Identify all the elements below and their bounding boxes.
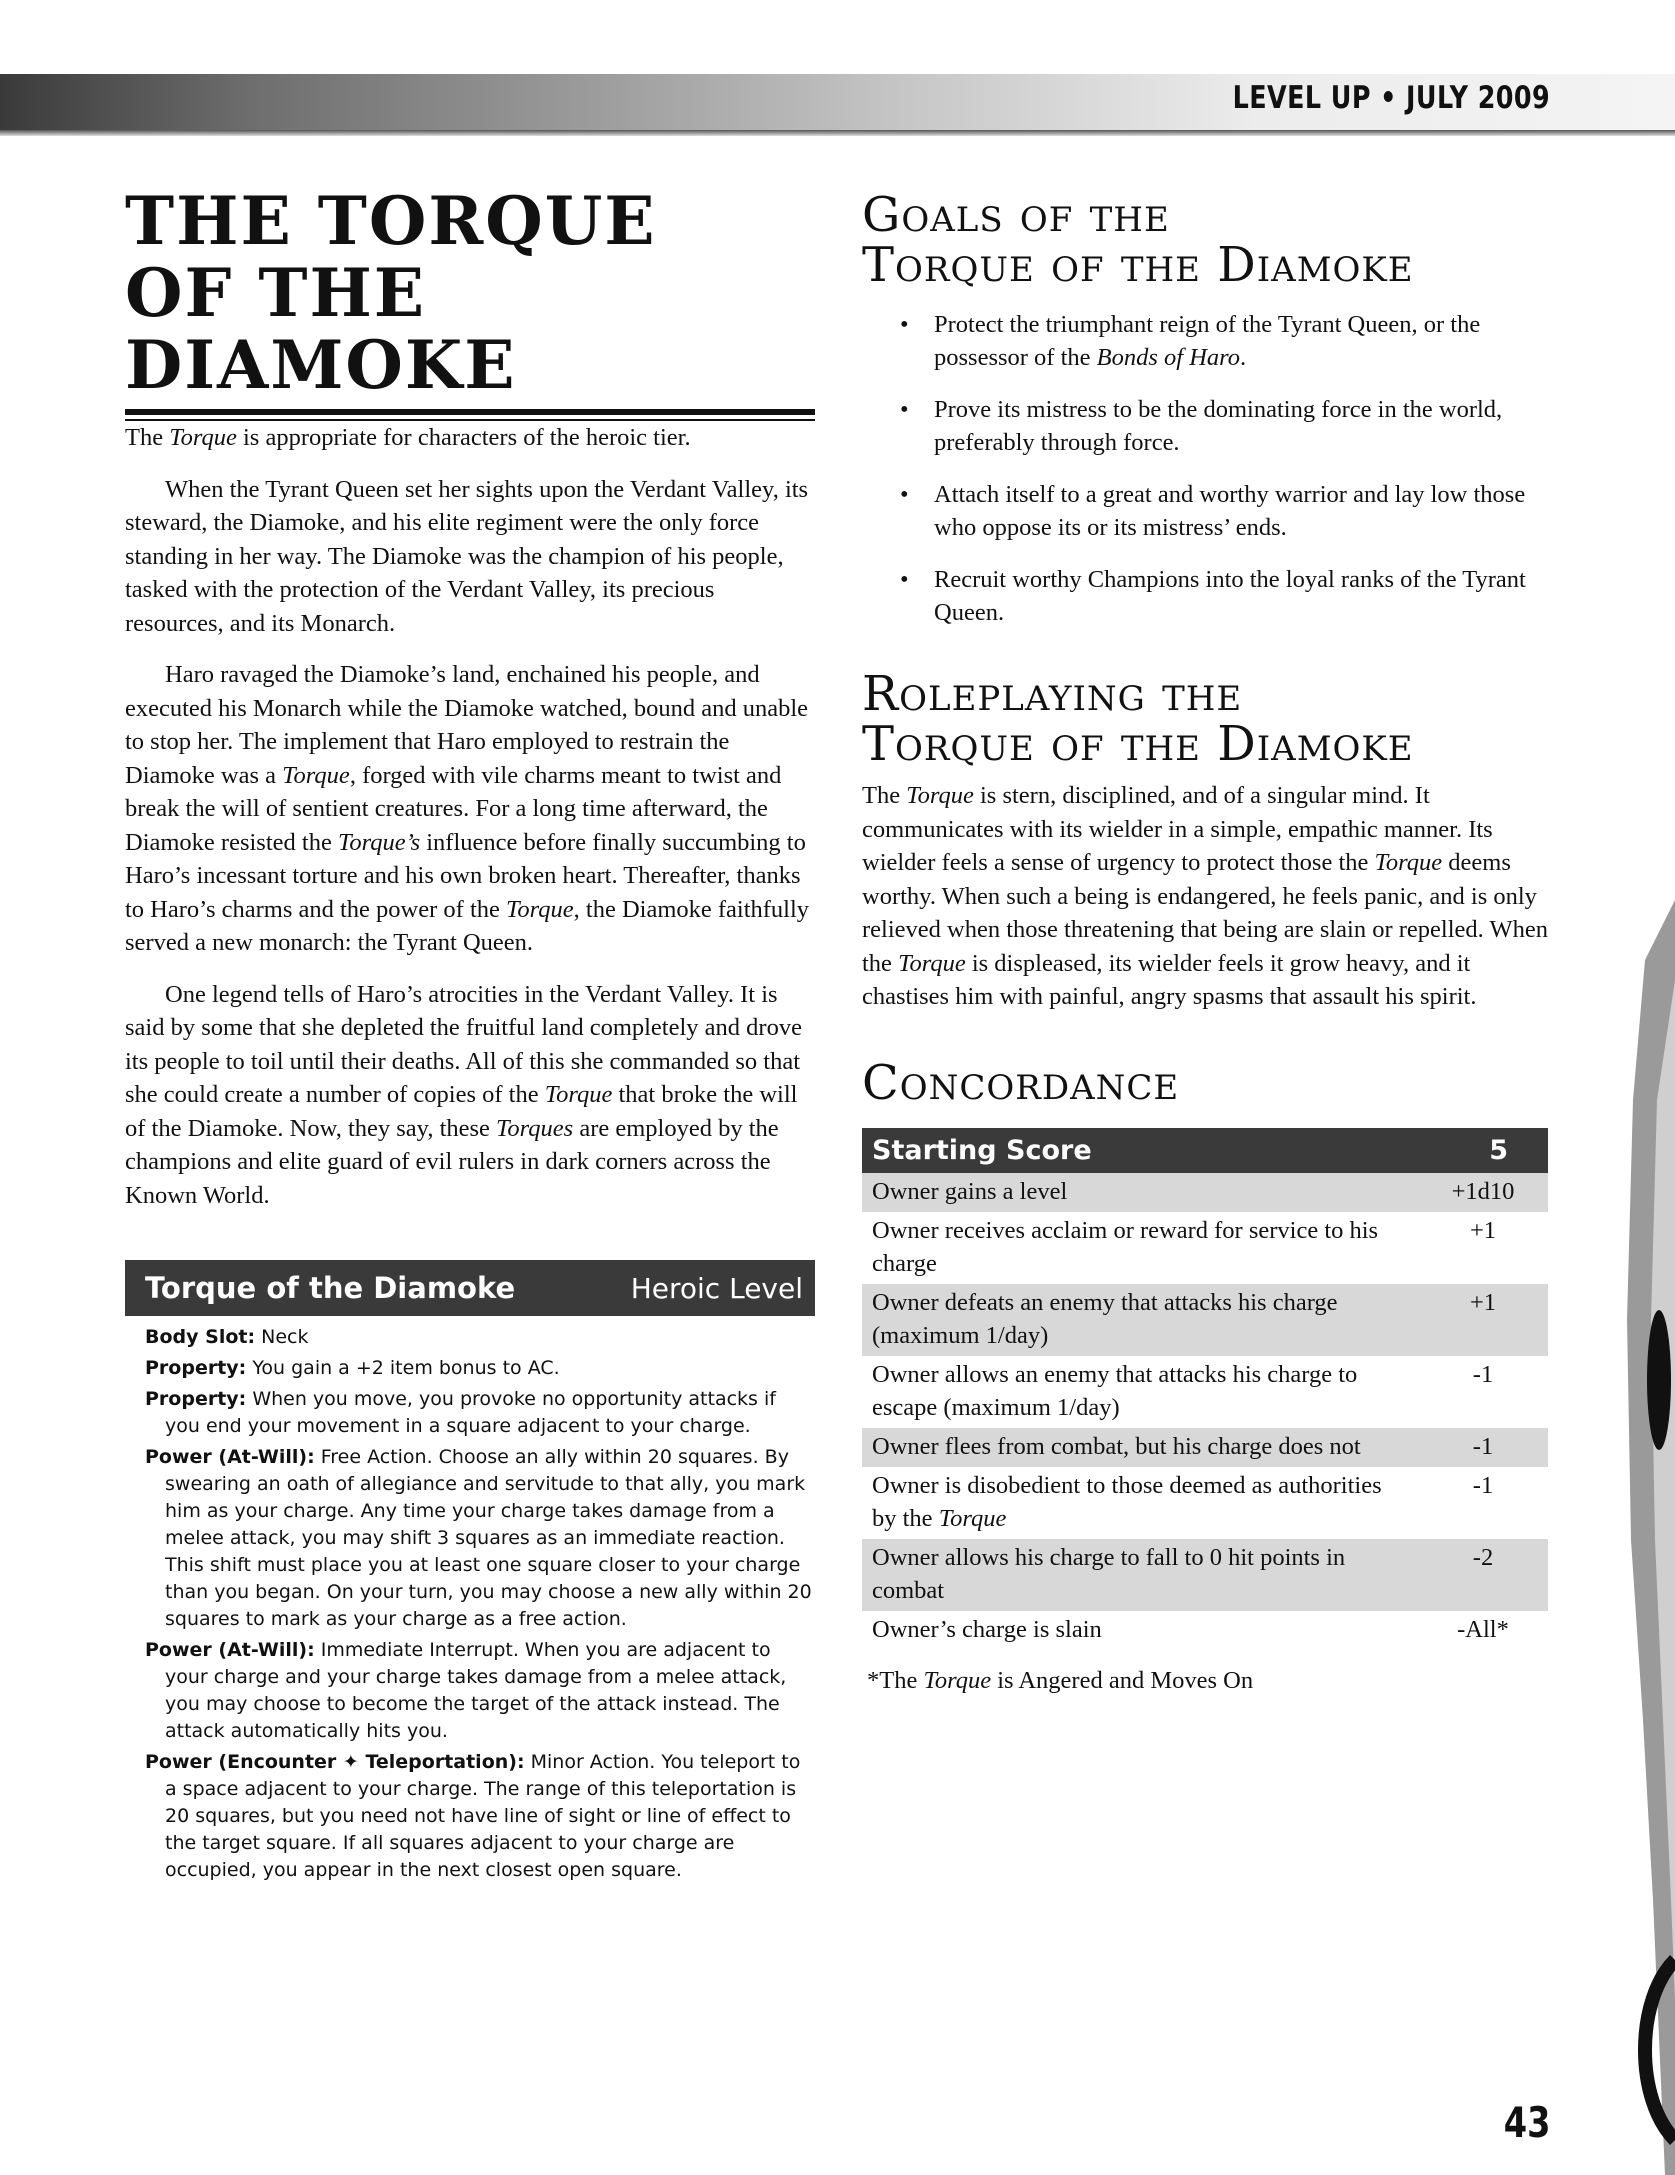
statblock-header bbox=[125, 1260, 815, 1316]
title-line-1: THE TORQUE bbox=[125, 182, 657, 260]
goals-heading: Goals of the Torque of the Diamoke bbox=[862, 187, 1414, 293]
table-row: Owner gains a level +1d10 bbox=[862, 1173, 1548, 1212]
table-row: Owner flees from combat, but his charge does not -1 bbox=[862, 1428, 1548, 1467]
roleplaying-paragraph: The Torque is stern, disciplined, and of a singular mind. It communicates with its wielder in a simple, empathic manner. Its wielder feels a sense of urgency to protect those the Torque deems worthy. When such a being is endangered, he feels panic, and is only relieved when those threatening that being are slain or repelled. When the Torque is displeased, its wielder feels it grow heavy, and it chastises him with painful, angry spasms that assault his spirit. bbox=[862, 782, 1548, 1010]
header-bar-shadow bbox=[0, 130, 1675, 136]
table-row: Owner is disobedient to those deemed as authorities by the Torque -1 bbox=[872, 1471, 1494, 1532]
table-row: Owner’s charge is slain -All* bbox=[872, 1615, 1509, 1643]
starting-score-label: Starting Score bbox=[862, 1128, 1418, 1173]
right-column bbox=[862, 187, 1548, 1697]
starting-score-value: 5 bbox=[1418, 1128, 1548, 1173]
statblock-power-1: Power (At-Will): Free Action. Choose an ally within 20 squares. By swearing an oath of allegiance and servitude to that ally, you mark him as your charge. Any time your charge takes damage from a melee attack, you may shift 3 squares as an immediate reaction. This shift must place you at least one square closer to your charge than you began. On your turn, you may choose a new ally within 20 squares to mark as your charge as a free action. bbox=[145, 1446, 812, 1630]
concordance-footnote: *The Torque is Angered and Moves On bbox=[867, 1666, 1254, 1694]
concordance-table bbox=[862, 1128, 1548, 1650]
statblock-power-3: Power (Encounter ✦ Teleportation): Minor Action. You teleport to a space adjacent to your charge. The range of this teleportation is 20 squares, but you need not have line of sight or line of effect to the target square. If all squares adjacent to your charge are occupied, you appear in the next closest open square. bbox=[145, 1751, 801, 1881]
lore-paragraph-2: Haro ravaged the Diamoke’s land, enchained his people, and executed his Monarch while the Diamoke watched, bound and unable to stop her. The implement that Haro employed to restrain the Diamoke was a Torque, forged with vile charms meant to twist and break the will of sentient creatures. For a long time afterward, the Diamoke resisted the Torque’s influence before finally succumbing to Haro’s incessant torture and his own broken heart. Thereafter, thanks to Haro’s charms and the power of the Torque, the Diamoke faithfully served a new monarch: the Tyrant Queen. bbox=[125, 661, 810, 956]
intro-paragraph: The Torque is appropriate for characters of the heroic tier. bbox=[125, 424, 691, 451]
lore-paragraph-3: One legend tells of Haro’s atrocities in the Verdant Valley. It is said by some that she depleted the fruitful land completely and drove its people to toil until their deaths. All of this she commanded so that she could create a number of copies of the Torque that broke the will of the Diamoke. Now, they say, these Torques are employed by the champions and elite guard of evil rulers in dark corners across the Known World. bbox=[125, 980, 802, 1209]
statblock-power-2: Power (At-Will): Immediate Interrupt. When you are adjacent to your charge and your charge takes damage from a melee attack, you may choose to become the target of the attack instead. The attack automatically hits you. bbox=[145, 1639, 787, 1742]
lore-paragraph-1: When the Tyrant Queen set her sights upon the Verdant Valley, its steward, the Diamoke, and his elite regiment were the only force standing in her way. The Diamoke was the champion of his people, tasked with the protection of the Verdant Valley, its precious resources, and its Monarch. bbox=[125, 475, 809, 637]
statblock-body bbox=[125, 1316, 815, 1884]
statblock-item-level: Heroic Level bbox=[630, 1271, 803, 1305]
statblock-property-1: Property: You gain a +2 item bonus to AC. bbox=[145, 1357, 560, 1379]
statblock-item-name: Torque of the Diamoke bbox=[145, 1271, 516, 1305]
goals-list bbox=[862, 308, 1548, 629]
table-header-row bbox=[862, 1128, 1548, 1173]
table-row: Owner allows his charge to fall to 0 hit points in combat -2 bbox=[862, 1539, 1548, 1611]
concordance-heading: Concordance bbox=[862, 1054, 1180, 1111]
table-row: Owner receives acclaim or reward for service to his charge +1 bbox=[872, 1216, 1497, 1277]
table-row: Owner defeats an enemy that attacks his charge (maximum 1/day) +1 bbox=[862, 1284, 1548, 1356]
list-item: • Recruit worthy Champions into the loyal ranks of the Tyrant Queen. bbox=[900, 566, 1526, 626]
statblock-property-2: Property: When you move, you provoke no opportunity attacks if you end your movement in a square adjacent to your charge. bbox=[145, 1388, 776, 1437]
statblock-body-slot: Body Slot: Neck bbox=[145, 1326, 309, 1348]
left-column bbox=[125, 182, 815, 1888]
item-statblock bbox=[125, 1260, 815, 1884]
list-item: • Attach itself to a great and worthy warrior and lay low those who oppose its or its mistress’ ends. bbox=[900, 481, 1526, 541]
issue-header: LEVEL UP • JULY 2009 bbox=[1232, 80, 1550, 116]
page-title bbox=[125, 182, 815, 404]
title-rule bbox=[125, 409, 815, 415]
list-item: • Prove its mistress to be the dominating force in the world, preferably through force. bbox=[900, 396, 1503, 456]
table-row: Owner allows an enemy that attacks his charge to escape (maximum 1/day) -1 bbox=[872, 1360, 1494, 1421]
sword-blade-decoration bbox=[1605, 900, 1675, 2175]
roleplaying-heading: Roleplaying the Torque of the Diamoke bbox=[862, 666, 1414, 772]
list-item: • Protect the triumphant reign of the Tyrant Queen, or the possessor of the Bonds of Haro. bbox=[900, 311, 1481, 371]
page-number: 43 bbox=[1503, 2098, 1550, 2147]
title-line-2: OF THE DIAMOKE bbox=[125, 254, 517, 404]
